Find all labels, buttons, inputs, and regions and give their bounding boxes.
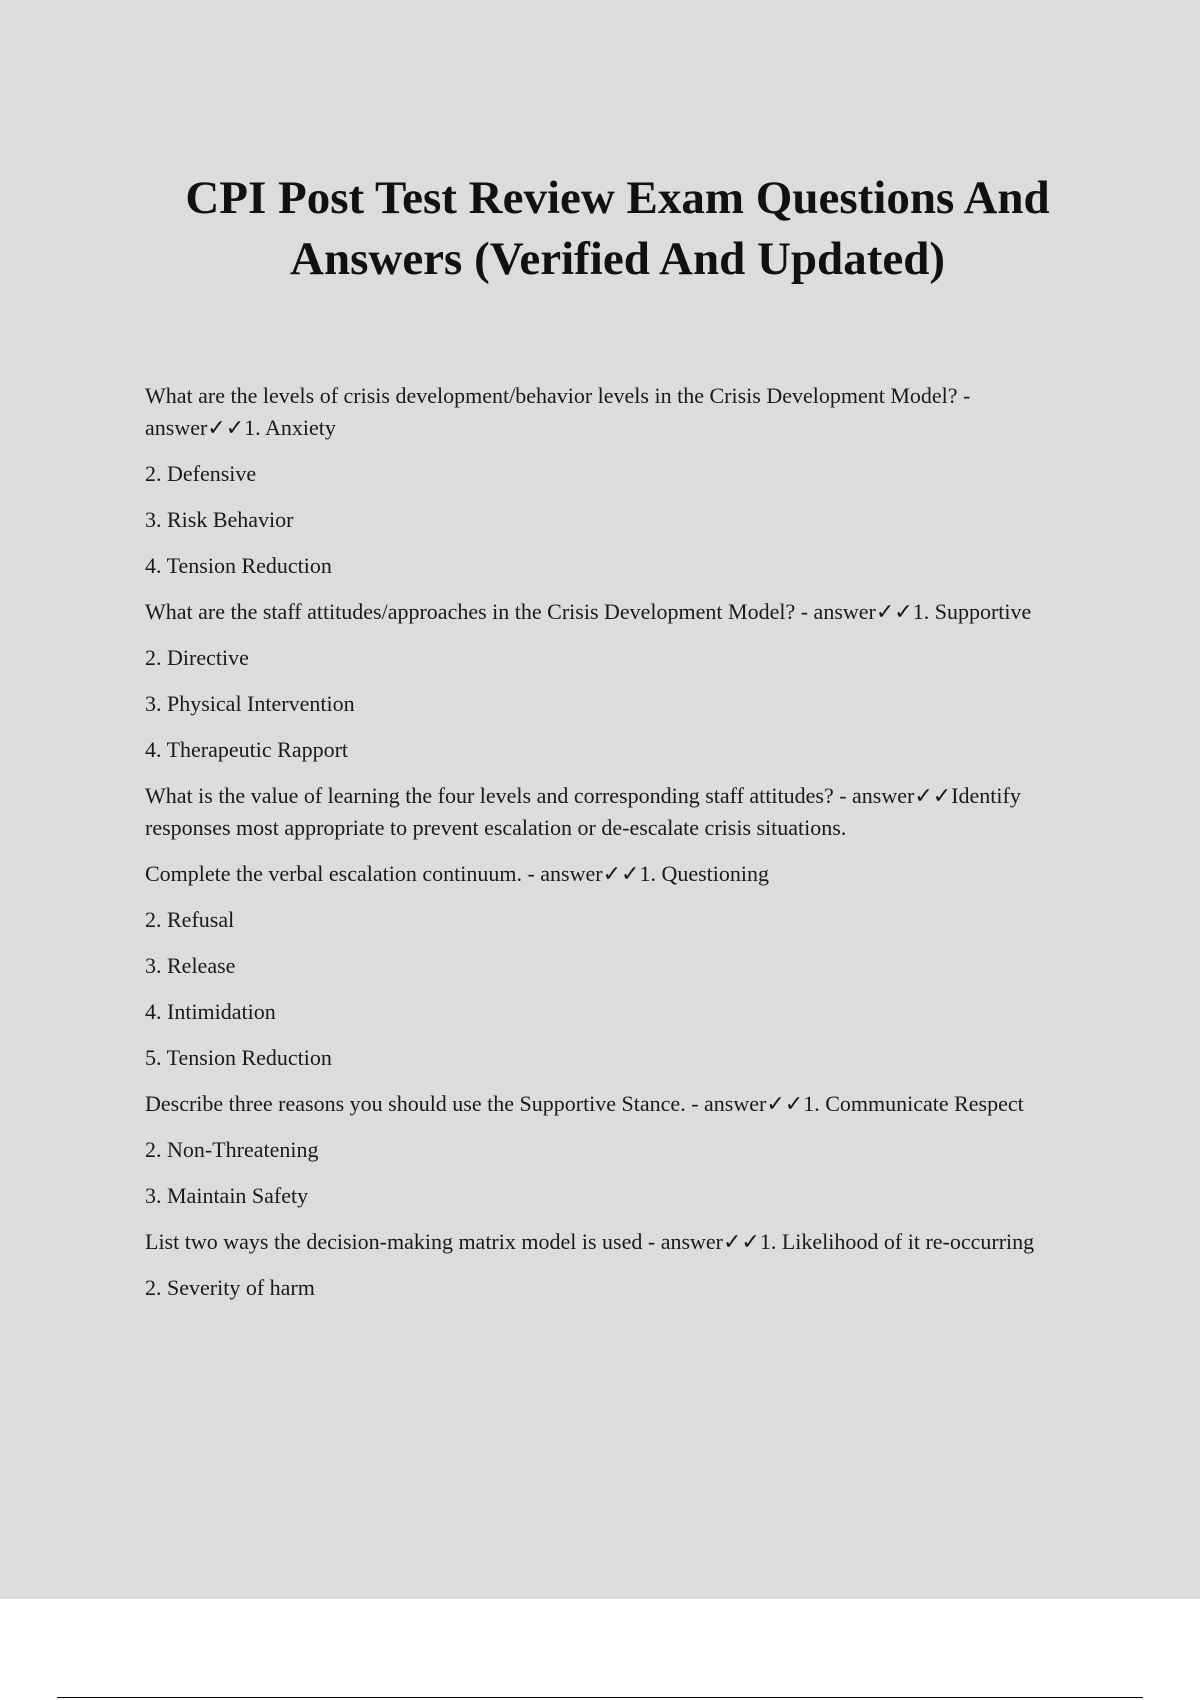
question-verbal-escalation: Complete the verbal escalation continuum. - answer✓✓1. Questioning	[145, 861, 769, 886]
answer-item-intimidation: 4. Intimidation	[145, 999, 276, 1024]
answer-item-refusal: 2. Refusal	[145, 907, 235, 932]
question-decision-making-matrix: List two ways the decision-making matrix model is used - answer✓✓1. Likelihood of it re-occurring	[145, 1229, 1035, 1254]
answer-item-risk-behavior: 3. Risk Behavior	[145, 507, 294, 532]
answer-item-tension-reduction: 4. Tension Reduction	[145, 553, 332, 578]
document-body	[145, 380, 1060, 1318]
answer-item-release: 3. Release	[145, 953, 236, 978]
answer-item-tension-reduction-2: 5. Tension Reduction	[145, 1045, 332, 1070]
answer-item-directive: 2. Directive	[145, 645, 249, 670]
question-supportive-stance: Describe three reasons you should use the Supportive Stance. - answer✓✓1. Communicate Respect	[145, 1091, 1024, 1116]
question-value-of-learning: What is the value of learning the four levels and corresponding staff attitudes? - answer✓✓Identify responses most appropriate to prevent escalation or de-escalate crisis situations.	[145, 783, 1021, 840]
answer-item-maintain-safety: 3. Maintain Safety	[145, 1183, 309, 1208]
document-title: CPI Post Test Review Exam Questions And Answers (Verified And Updated)	[185, 172, 1050, 285]
answer-item-non-threatening: 2. Non-Threatening	[145, 1137, 319, 1162]
answer-item-defensive: 2. Defensive	[145, 461, 257, 486]
footer-divider	[57, 1697, 1143, 1698]
answer-item-therapeutic-rapport: 4. Therapeutic Rapport	[145, 737, 349, 762]
answer-item-severity-of-harm: 2. Severity of harm	[145, 1275, 315, 1300]
answer-item-physical-intervention: 3. Physical Intervention	[145, 691, 355, 716]
question-levels-of-crisis: What are the levels of crisis development/behavior levels in the Crisis Development Model? - answer✓✓1. Anxiety	[145, 383, 971, 440]
question-staff-attitudes: What are the staff attitudes/approaches in the Crisis Development Model? - answer✓✓1. Supportive	[145, 599, 1032, 624]
